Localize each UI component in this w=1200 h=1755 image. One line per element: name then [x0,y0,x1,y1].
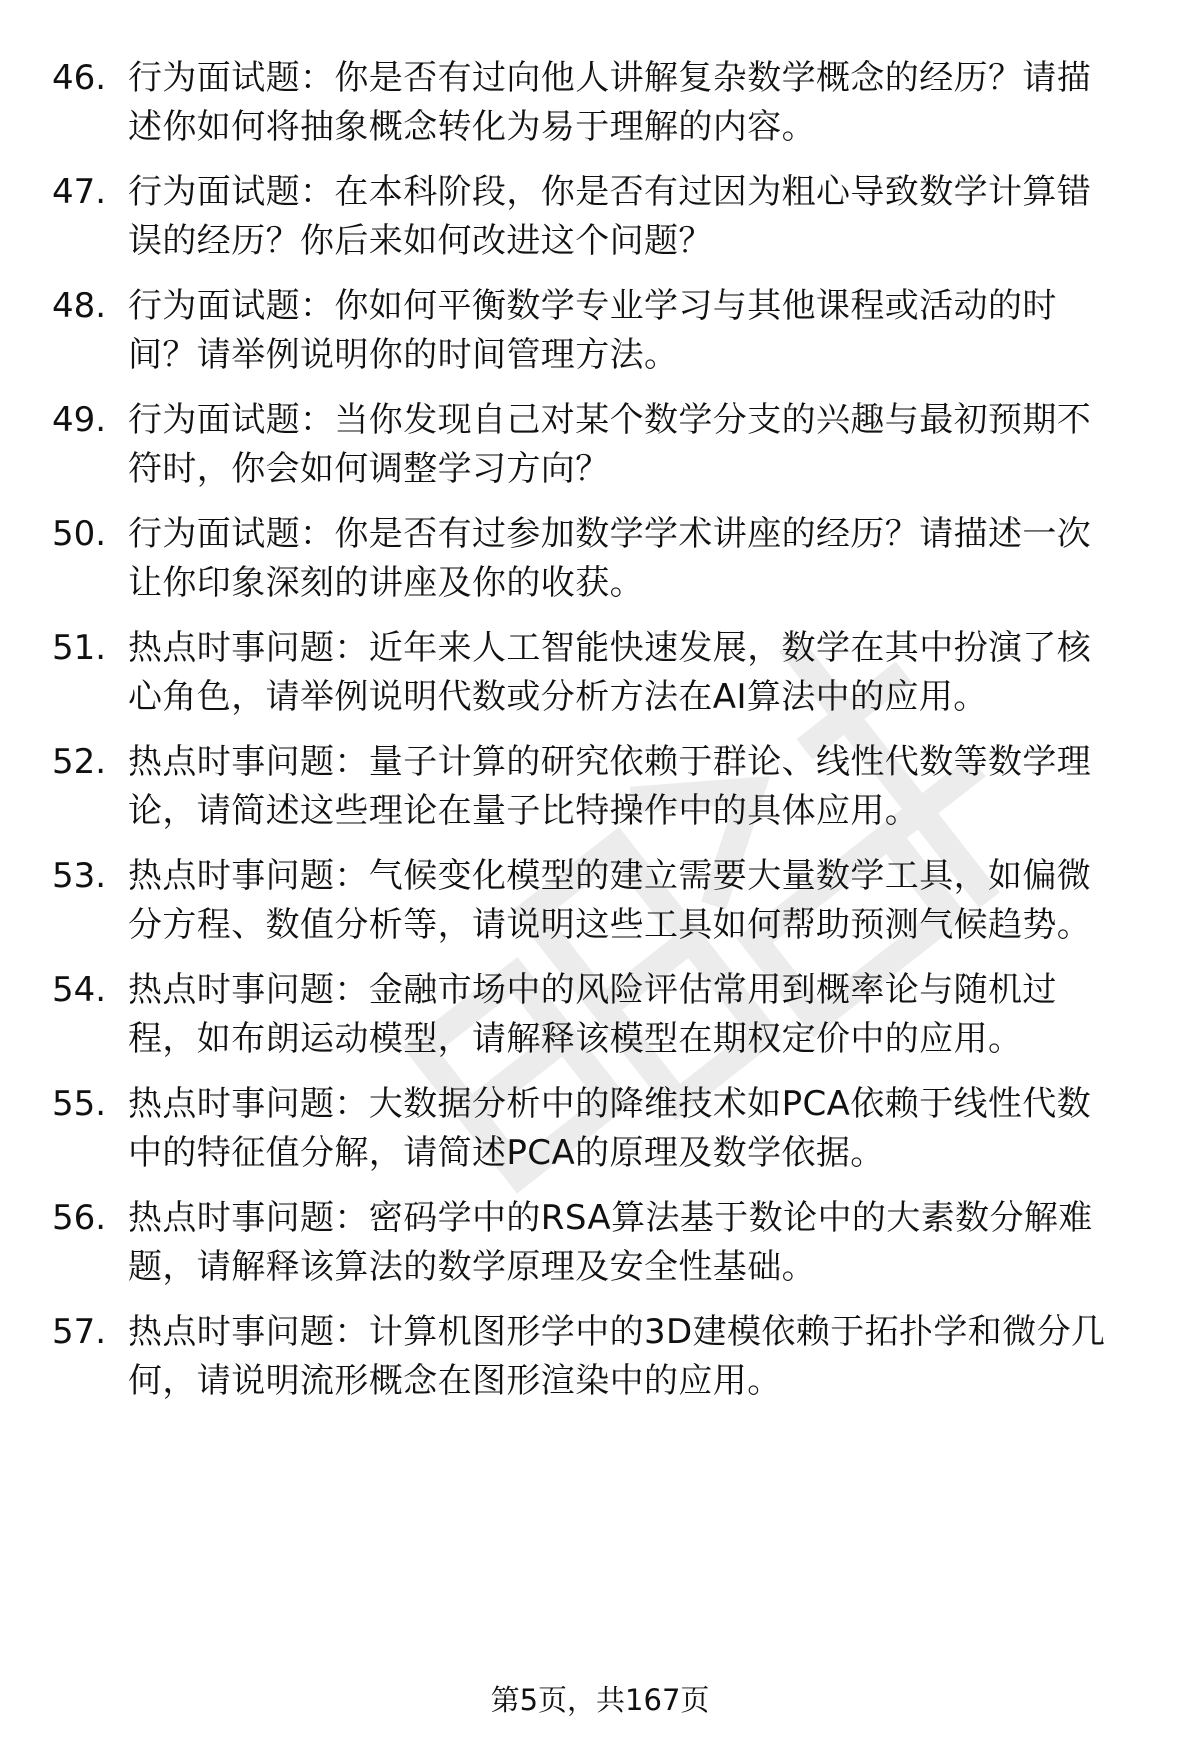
question-number: 48. [52,286,107,326]
question-line: 题，请解释该算法的数学原理及安全性基础。 [128,1247,816,1287]
question-item [0,1194,1200,1294]
question-number: 56. [52,1198,107,1238]
question-text [128,510,1138,608]
question-item [0,738,1200,838]
question-line: 热点时事问题：大数据分析中的降维技术如PCA依赖于线性代数 [128,1084,1092,1124]
question-line: 热点时事问题：计算机图形学中的3D建模依赖于拓扑学和微分几 [128,1312,1106,1352]
question-line: 间？请举例说明你的时间管理方法。 [128,335,679,375]
question-number: 49. [52,400,107,440]
question-number: 50. [52,514,107,554]
question-number: 47. [52,172,107,212]
question-text [128,624,1138,722]
question-text [128,966,1138,1064]
question-line: 何，请说明流形概念在图形渲染中的应用。 [128,1361,782,1401]
question-number: 54. [52,970,107,1010]
question-line: 热点时事问题：气候变化模型的建立需要大量数学工具，如偏微 [128,856,1092,896]
question-item [0,1308,1200,1408]
question-item [0,396,1200,496]
page-footer: 第5页，共167页 [490,1683,710,1717]
question-line: 程，如布朗运动模型，请解释该模型在期权定价中的应用。 [128,1019,1023,1059]
question-number: 53. [52,856,107,896]
question-number: 51. [52,628,107,668]
question-number: 46. [52,58,107,98]
question-line: 论，请简述这些理论在量子比特操作中的具体应用。 [128,791,920,831]
question-number: 55. [52,1084,107,1124]
question-line: 分方程、数值分析等，请说明这些工具如何帮助预测气候趋势。 [128,905,1092,945]
question-line: 述你如何将抽象概念转化为易于理解的内容。 [128,107,816,147]
question-text [128,54,1138,152]
question-text [128,1194,1138,1292]
question-text [128,1080,1138,1178]
question-line: 热点时事问题：密码学中的RSA算法基于数论中的大素数分解难 [128,1198,1093,1238]
question-text [128,396,1138,494]
question-item [0,966,1200,1066]
question-text [128,1308,1138,1406]
question-item [0,510,1200,610]
question-line: 符时，你会如何调整学习方向？ [128,449,610,489]
question-item [0,54,1200,154]
question-line: 误的经历？你后来如何改进这个问题？ [128,221,713,261]
question-item [0,1080,1200,1180]
question-line: 行为面试题：你是否有过向他人讲解复杂数学概念的经历？请描 [128,58,1092,98]
question-line: 行为面试题：你如何平衡数学专业学习与其他课程或活动的时 [128,286,1057,326]
question-line: 行为面试题：你是否有过参加数学学术讲座的经历？请描述一次 [128,514,1092,554]
question-line: 让你印象深刻的讲座及你的收获。 [128,563,644,603]
question-line: 热点时事问题：金融市场中的风险评估常用到概率论与随机过 [128,970,1057,1010]
question-item [0,624,1200,724]
question-line: 行为面试题：在本科阶段，你是否有过因为粗心导致数学计算错 [128,172,1092,212]
question-line: 中的特征值分解，请简述PCA的原理及数学依据。 [128,1133,885,1173]
question-number: 52. [52,742,107,782]
question-text [128,738,1138,836]
question-item [0,282,1200,382]
question-line: 热点时事问题：量子计算的研究依赖于群论、线性代数等数学理 [128,742,1092,782]
question-line: 热点时事问题：近年来人工智能快速发展，数学在其中扮演了核 [128,628,1092,668]
question-line: 行为面试题：当你发现自己对某个数学分支的兴趣与最初预期不 [128,400,1092,440]
question-number: 57. [52,1312,107,1352]
question-item [0,852,1200,952]
question-text [128,282,1138,380]
question-text [128,168,1138,266]
question-line: 心角色，请举例说明代数或分析方法在AI算法中的应用。 [128,677,988,717]
question-item [0,168,1200,268]
question-text [128,852,1138,950]
